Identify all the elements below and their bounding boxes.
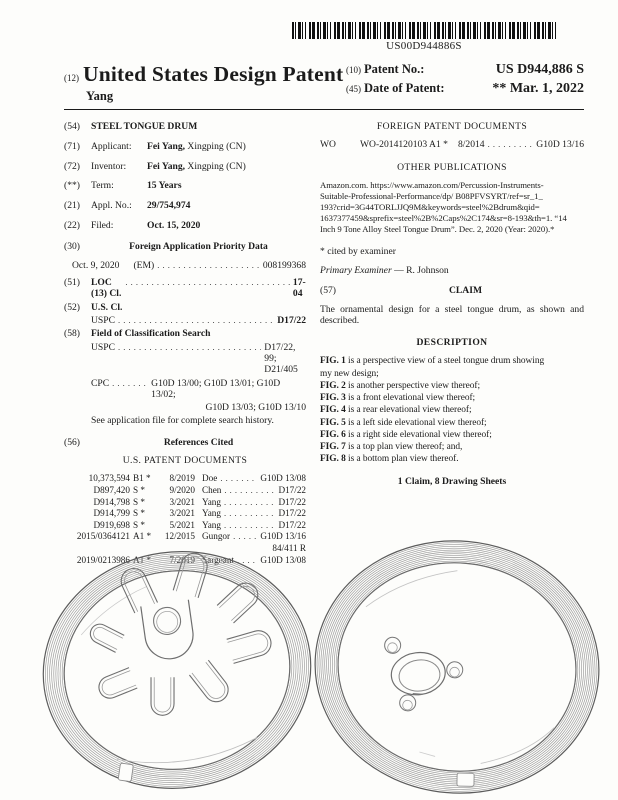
description-line: FIG. 5 is a left side elevational view thereof; [320, 417, 487, 428]
ref-rdate: 3/2021 [169, 496, 195, 507]
dot-leader [125, 277, 290, 300]
ref-rno: 10,373,594 [88, 473, 130, 484]
field-code: (56) [64, 436, 80, 448]
ref-rno: D914,799 [93, 508, 130, 519]
rim-tab [457, 773, 474, 786]
date-of-patent-label: Date of Patent: [364, 81, 445, 95]
field-code: (22) [64, 220, 80, 232]
ref-rno: D897,420 [93, 484, 130, 495]
ref-rkind: B1 * [133, 473, 151, 484]
search-cpc-row-2: G10D 13/03; G10D 13/10 [205, 402, 306, 414]
search-cpc-row [64, 378, 306, 401]
uspc-value: D17/22 [277, 314, 306, 326]
header-rule [64, 109, 584, 110]
us-patent-documents-heading: U.S. PATENT DOCUMENTS [122, 455, 248, 467]
priority-date: Oct. 9, 2020 [72, 259, 120, 271]
us-class-label: U.S. Cl. [91, 301, 123, 313]
barcode-block [292, 22, 556, 52]
dot-leader [112, 378, 148, 389]
ref-rname: Sargeant [202, 554, 234, 565]
description-line: FIG. 1 is a perspective view of a steel tongue drum showing [320, 356, 545, 367]
description-line: my new design; [320, 368, 379, 379]
figure-drawing-bottom-perspective [304, 534, 614, 800]
classification-search-title: Field of Classification Search [91, 328, 211, 340]
figure-drawing-top-perspective [30, 540, 322, 800]
field-code: (71) [64, 140, 80, 152]
cpc-label: CPC [91, 377, 110, 389]
dot-leader [224, 520, 275, 532]
reference-row [64, 497, 306, 509]
ref-class: G10D 13/08 [260, 473, 306, 484]
left-column [64, 121, 306, 566]
field-filed [64, 220, 306, 231]
inventor-value: Fei Yang, Xingping (CN) [147, 160, 246, 172]
code-45: (45) [346, 84, 361, 94]
ref-class: D17/22 [278, 519, 306, 530]
primary-examiner-line [320, 265, 584, 276]
barcode-image [292, 22, 556, 39]
ref-class: G10D 13/08 [260, 554, 306, 565]
ref-rdate: 8/2019 [169, 473, 195, 484]
foreign-priority-heading [64, 241, 306, 252]
code-12: (12) [64, 73, 79, 83]
section-title: Foreign Application Priority Data [129, 241, 268, 253]
header-right [346, 62, 584, 104]
description-list [320, 355, 584, 465]
foreign-number: WO-2014120103 A1 * [360, 139, 448, 151]
ref-rkind: A1 * [133, 554, 152, 565]
dot-leader [488, 139, 534, 150]
patent-no-label: Patent No.: [364, 62, 425, 76]
ref-rname: Gungor [202, 531, 231, 542]
foreign-reference-row [320, 139, 584, 150]
field-us-class [64, 302, 306, 313]
field-code: (58) [64, 328, 80, 340]
loc-class-value: 17-04 [292, 277, 306, 300]
ref-rno: D919,698 [93, 519, 130, 530]
dot-leader [157, 260, 260, 271]
rim-tab [118, 763, 133, 782]
search-uspc-row [64, 342, 306, 376]
references-cited-heading [64, 437, 306, 448]
search-uspc-value: D17/22, 99; D21/405 [264, 341, 298, 376]
ref-rkind: S * [133, 508, 146, 519]
field-classification-search [64, 328, 306, 339]
appl-no-value: 29/754,974 [147, 200, 191, 212]
uspc-label: USPC [91, 314, 115, 326]
description-line: FIG. 4 is a rear elevational view thereof; [320, 405, 472, 416]
examiner-label: Primary Examiner [320, 264, 392, 276]
field-appl-no [64, 200, 306, 211]
claims-sheets-note: 1 Claim, 8 Drawing Sheets [397, 476, 507, 488]
ref-rkind: S * [133, 519, 146, 530]
search-note: See application file for complete search history. [91, 415, 274, 427]
field-code: (51) [64, 277, 80, 288]
date-of-patent-value: ** Mar. 1, 2022 [492, 81, 584, 96]
ref-class: D17/22 [278, 508, 306, 519]
priority-number: 008199368 [262, 259, 306, 271]
ref-rkind: S * [133, 484, 146, 495]
header-left [64, 62, 346, 104]
description-line: FIG. 7 is a top plan view thereof; and, [320, 441, 463, 452]
foreign-date: 8/2014 [457, 139, 485, 151]
invention-title: STEEL TONGUE DRUM [91, 121, 198, 132]
ref-class: G10D 13/16 [260, 531, 306, 542]
dot-leader [224, 497, 275, 509]
filed-value: Oct. 15, 2020 [147, 220, 201, 232]
description-line: FIG. 3 is a front elevational view thereof; [320, 393, 476, 404]
term-value: 15 Years [147, 180, 182, 192]
description-line: FIG. 8 is a bottom plan view thereof. [320, 454, 459, 465]
priority-country: (EM) [133, 259, 155, 271]
barcode-text: US00D944886S [386, 40, 462, 52]
field-applicant [64, 141, 306, 152]
ref-rname: Doe [202, 473, 218, 484]
uspc-label: USPC [91, 341, 115, 353]
ref-rname: Yang [202, 496, 221, 507]
publication-line: Amazon.com. https://www.amazon.com/Percussion-Instruments- [320, 179, 544, 190]
loc-class-label: LOC (13) Cl. [91, 277, 122, 300]
claim-text: The ornamental design for a steel tongue drum, as shown and described. [320, 303, 584, 326]
ref-rkind: A1 * [133, 531, 152, 542]
field-label: Filed: [91, 220, 114, 232]
ref-rdate: 5/2021 [169, 519, 195, 530]
reference-row [64, 520, 306, 532]
ref-rno: 2019/0213986 [76, 554, 130, 565]
foreign-priority-row [64, 260, 306, 271]
description-line: FIG. 2 is another perspective view thereof; [320, 380, 481, 391]
ref-rno: D914,798 [93, 496, 130, 507]
examiner-name: — R. Johnson [391, 264, 449, 276]
publication-line: Inch 9 Tone Alloy Steel Tongue Drum”. Dec. 2, 2020 (Year: 2020).* [320, 224, 555, 235]
ref-class-continuation: 84/411 R [272, 542, 306, 553]
reference-row [64, 473, 306, 485]
field-label: Inventor: [91, 160, 127, 172]
field-code: (52) [64, 301, 80, 313]
other-publications-heading: OTHER PUBLICATIONS [397, 161, 507, 173]
ref-rname: Chen [202, 484, 222, 495]
dot-leader [220, 473, 257, 485]
ref-rdate: 9/2020 [169, 484, 195, 495]
foreign-class: G10D 13/16 [536, 139, 584, 151]
field-code: (54) [64, 121, 80, 132]
ref-class: D17/22 [278, 496, 306, 507]
document-type-title: United States Design Patent [83, 62, 344, 86]
publication-line: 1637377459&sprefix=steel%2B%2Caps%2C174&sr=8-193&th=1. “14 [320, 213, 567, 224]
ref-rname: Yang [202, 519, 221, 530]
publication-citation [320, 180, 584, 236]
ref-rkind: S * [133, 496, 146, 507]
section-title: References Cited [163, 436, 234, 448]
description-line: FIG. 6 is a right side elevational view thereof; [320, 429, 492, 440]
foreign-patent-documents-heading: FOREIGN PATENT DOCUMENTS [376, 121, 528, 132]
field-title [64, 121, 306, 132]
field-code: (**) [64, 180, 80, 192]
ref-rno: 2015/0364121 [76, 531, 130, 542]
field-code: (30) [64, 241, 80, 253]
ref-rdate: 7/2019 [169, 554, 195, 565]
field-code: (57) [320, 285, 336, 297]
field-code: (21) [64, 200, 80, 212]
claim-heading [320, 285, 584, 296]
field-code: (72) [64, 160, 80, 172]
ref-rdate: 3/2021 [169, 508, 195, 519]
field-label: Term: [91, 180, 114, 192]
ref-rdate: 12/2015 [164, 531, 195, 542]
dot-leader [224, 485, 275, 497]
reference-row [64, 508, 306, 520]
patent-no-value: US D944,886 S [495, 62, 584, 77]
field-loc-class [64, 277, 306, 300]
inventor-surname: Yang [86, 89, 114, 103]
dot-leader [224, 508, 275, 520]
field-label: Appl. No.: [91, 200, 132, 212]
field-label: Applicant: [91, 140, 132, 152]
dot-leader [118, 342, 261, 353]
ref-class: D17/22 [278, 484, 306, 495]
field-inventor [64, 161, 306, 172]
search-cpc-value: G10D 13/00; G10D 13/01; G10D 13/02; [151, 377, 281, 400]
reference-row [64, 485, 306, 497]
foreign-country: WO [320, 139, 336, 151]
uspc-row [64, 315, 306, 326]
publication-line: Suitable-Professional-Performance/dp/ B08PFVSYRT/ref=sr_1_ [320, 191, 543, 202]
applicant-value: Fei Yang, Xingping (CN) [147, 140, 246, 152]
publication-line: 193?crid=3G44TORLJJQ9M&keywords=steel%2Bdrum&qid= [320, 202, 540, 213]
description-heading: DESCRIPTION [416, 337, 488, 349]
header [64, 62, 584, 104]
dot-leader [118, 315, 274, 326]
section-title: CLAIM [448, 285, 483, 297]
field-term [64, 180, 306, 191]
body-columns [64, 121, 584, 566]
code-10: (10) [346, 65, 361, 75]
ref-rname: Yang [202, 508, 221, 519]
cited-by-examiner-note: * cited by examiner [320, 245, 396, 257]
right-column [320, 121, 584, 566]
